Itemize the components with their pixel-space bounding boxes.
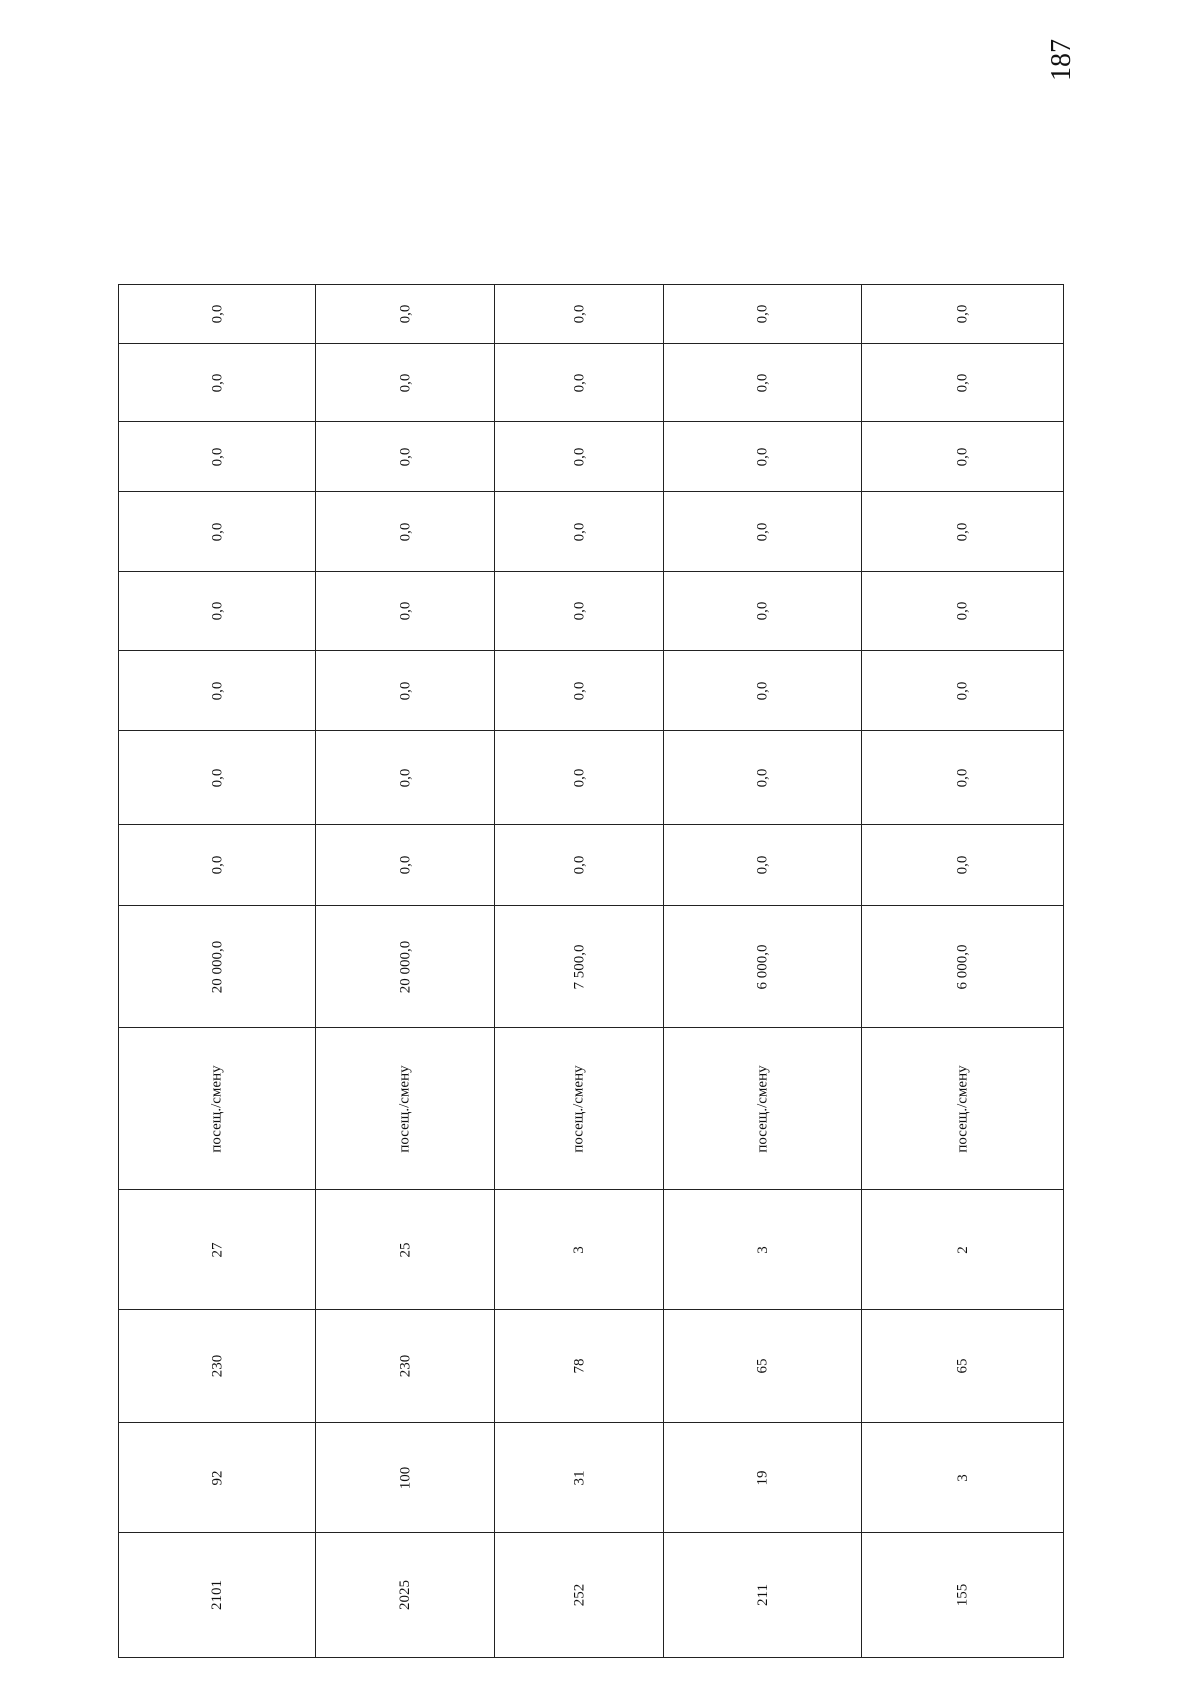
table-band [119,651,1064,731]
table-cell [664,731,862,825]
table-cell [316,906,495,1028]
table-cell [119,492,316,572]
table-cell [862,422,1064,492]
cell-value: 6 000,0 [954,944,971,989]
table-cell [119,1423,316,1533]
cell-value: 78 [571,1358,587,1374]
table-cell [119,731,316,825]
cell-value: посещ./смену [570,1064,587,1153]
cell-value: 0,0 [954,601,971,621]
cell-value: 0,0 [397,304,413,324]
table-band [119,906,1064,1028]
table-cell [119,651,316,731]
table-band [119,422,1064,492]
cell-value: 7 500,0 [571,944,587,989]
table-band [119,1533,1064,1658]
cell-value: 65 [954,1358,971,1374]
table-cell [664,906,862,1028]
table-cell [664,285,862,344]
table-cell [316,422,495,492]
cell-value: 0,0 [754,681,771,700]
table-cell [316,1028,495,1190]
table-band [119,344,1064,422]
cell-value: 0,0 [209,373,225,392]
table-band [119,1423,1064,1533]
cell-value: 31 [571,1470,587,1485]
table-cell [495,906,664,1028]
table-cell [316,1190,495,1310]
cell-value: 0,0 [209,681,225,700]
cell-value: 0,0 [754,447,771,466]
cell-value: 0,0 [954,522,971,541]
cell-value: 252 [571,1583,587,1607]
cell-value: 0,0 [397,601,413,621]
cell-value: 0,0 [954,768,971,787]
cell-value: 0,0 [397,681,413,700]
page-number: 187 [1046,39,1077,81]
table-cell [862,1423,1064,1533]
cell-value: 0,0 [571,522,587,541]
table-cell [119,1190,316,1310]
cell-value: 0,0 [754,304,771,324]
table-cell [495,1028,664,1190]
table-cell [495,492,664,572]
table-cell [862,1310,1064,1423]
table-cell [862,906,1064,1028]
table-cell [664,825,862,906]
cell-value: 0,0 [397,447,413,466]
cell-value: 20 000,0 [209,940,225,993]
cell-value: 0,0 [954,681,971,700]
cell-value: 155 [954,1583,971,1607]
cell-value: 0,0 [754,768,771,787]
cell-value: 6 000,0 [754,944,771,989]
cell-value: 0,0 [397,855,413,875]
table-band [119,1310,1064,1423]
table-band [119,1190,1064,1310]
table-cell [664,651,862,731]
cell-value: 230 [209,1354,225,1378]
table-cell [862,1028,1064,1190]
table-cell [862,731,1064,825]
cell-value: посещ./смену [208,1064,225,1153]
cell-value: 2101 [209,1580,225,1610]
table-cell [316,731,495,825]
cell-value: 19 [754,1470,771,1485]
cell-value: 0,0 [397,373,413,392]
cell-value: 0,0 [209,447,225,466]
table-cell [664,1533,862,1658]
table-cell [316,1533,495,1658]
cell-value: 92 [209,1470,225,1485]
cell-value: 0,0 [209,768,225,787]
table-band [119,492,1064,572]
cell-value: посещ./смену [954,1064,971,1153]
table-band [119,572,1064,651]
table-cell [862,1533,1064,1658]
table-cell [664,1310,862,1423]
cell-value: 20 000,0 [397,940,413,993]
table-cell [316,572,495,651]
table-cell [862,492,1064,572]
cell-value: 0,0 [754,855,771,875]
cell-value: 0,0 [571,373,587,392]
cell-value: 2025 [397,1580,413,1610]
table-cell [316,825,495,906]
table-cell [316,1310,495,1423]
table-cell [495,422,664,492]
table-cell [119,1533,316,1658]
cell-value: 3 [571,1245,587,1254]
table-cell [495,825,664,906]
table-cell [495,285,664,344]
cell-value: 0,0 [209,522,225,541]
table-cell [119,422,316,492]
cell-value: посещ./смену [754,1064,771,1153]
cell-value: 0,0 [397,522,413,541]
cell-value: 0,0 [954,855,971,875]
table-cell [664,422,862,492]
cell-value: 65 [754,1358,771,1374]
cell-value: 230 [397,1354,413,1378]
cell-value: 0,0 [954,447,971,466]
rotated-data-table [118,284,1063,1657]
cell-value: 25 [397,1242,413,1257]
table-band [119,285,1064,344]
table-cell [664,572,862,651]
cell-value: 0,0 [754,373,771,392]
table-cell [316,344,495,422]
table-cell [495,731,664,825]
cell-value: 27 [209,1242,225,1257]
table-cell [862,825,1064,906]
cell-value: 2 [954,1245,971,1254]
cell-value: 0,0 [209,855,225,875]
table-cell [119,572,316,651]
cell-value: 100 [397,1466,413,1489]
cell-value: 0,0 [571,855,587,875]
cell-value: 0,0 [209,601,225,621]
table-cell [664,344,862,422]
table-cell [316,285,495,344]
table-cell [495,1190,664,1310]
table-cell [495,1423,664,1533]
table-cell [495,1310,664,1423]
table-cell [119,1310,316,1423]
cell-value: 0,0 [571,601,587,621]
cell-value: 0,0 [397,768,413,787]
table-cell [119,285,316,344]
table-cell [664,1423,862,1533]
table-cell [862,344,1064,422]
table-cell [119,344,316,422]
table-cell [862,285,1064,344]
table-cell [119,1028,316,1190]
table-cell [495,572,664,651]
cell-value: 0,0 [209,304,225,324]
table-cell [119,825,316,906]
table-cell [862,572,1064,651]
table-cell [119,906,316,1028]
table-cell [664,492,862,572]
data-table [118,284,1064,1658]
table-cell [664,1190,862,1310]
cell-value: 0,0 [754,522,771,541]
cell-value: 0,0 [954,304,971,324]
cell-value: 0,0 [754,601,771,621]
table-cell [316,492,495,572]
table-cell [495,651,664,731]
cell-value: 3 [954,1473,971,1482]
cell-value: 0,0 [571,447,587,466]
cell-value: посещ./смену [396,1064,413,1153]
table-cell [316,651,495,731]
cell-value: 0,0 [571,768,587,787]
table-band [119,1028,1064,1190]
table-cell [862,651,1064,731]
table-cell [664,1028,862,1190]
cell-value: 0,0 [571,304,587,324]
table-cell [495,1533,664,1658]
cell-value: 0,0 [954,373,971,392]
table-band [119,731,1064,825]
table-cell [495,344,664,422]
cell-value: 211 [754,1584,771,1606]
cell-value: 0,0 [571,681,587,700]
table-cell [862,1190,1064,1310]
table-cell [316,1423,495,1533]
table-band [119,825,1064,906]
cell-value: 3 [754,1245,771,1254]
